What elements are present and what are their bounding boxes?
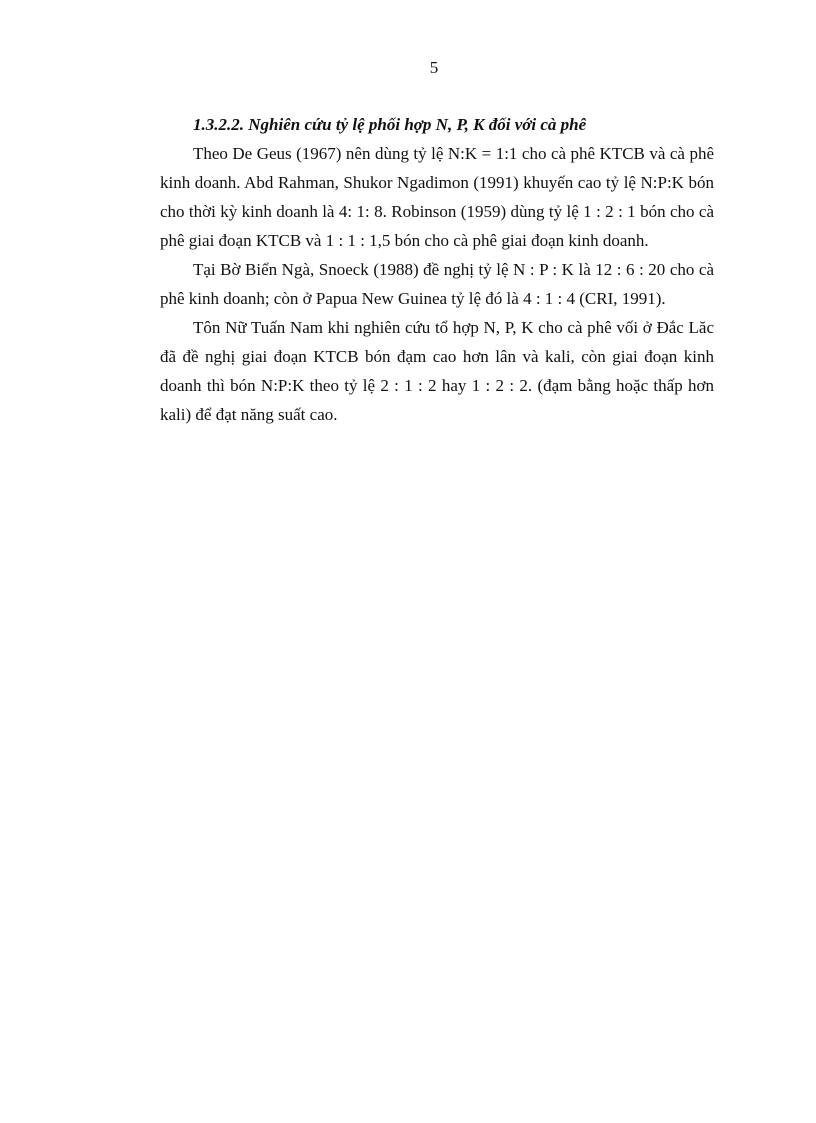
paragraph-ton-nu-tuan-nam: Tôn Nữ Tuấn Nam khi nghiên cứu tổ hợp N, P, K cho cà phê vối ở Đắc Lăc đã đề nghị giai đoạn KTCB bón đạm cao hơn lân và kali, còn giai đoạn kinh doanh thì bón N:P:K theo tỷ lệ 2 : 1 : 2 hay 1 : 2 : 2. (đạm bằng hoặc thấp hơn kali) để đạt năng suất cao. [160, 318, 714, 424]
paragraph-de-geus: Theo De Geus (1967) nên dùng tỷ lệ N:K = 1:1 cho cà phê KTCB và cà phê kinh doanh. Abd Rahman, Shukor Ngadimon (1991) khuyến cao tỷ lệ N:P:K bón cho thời kỳ kinh doanh là 4: 1: 8. Robinson (1959) dùng tỷ lệ 1 : 2 : 1 bón cho cà phê giai đoạn KTCB và 1 : 1 : 1,5 bón cho cà phê giai đoạn kinh doanh. [160, 144, 714, 250]
section-heading: 1.3.2.2. Nghiên cứu tỷ lệ phối hợp N, P, K đối với cà phê [193, 115, 587, 134]
page-number: 5 [429, 58, 439, 77]
paragraph-bo-bien-nga: Tại Bờ Biển Ngà, Snoeck (1988) đề nghị tỷ lệ N : P : K là 12 : 6 : 20 cho cà phê kinh doanh; còn ở Papua New Guinea tỷ lệ đó là 4 : 1 : 4 (CRI, 1991). [160, 260, 714, 308]
section-body [160, 110, 714, 429]
